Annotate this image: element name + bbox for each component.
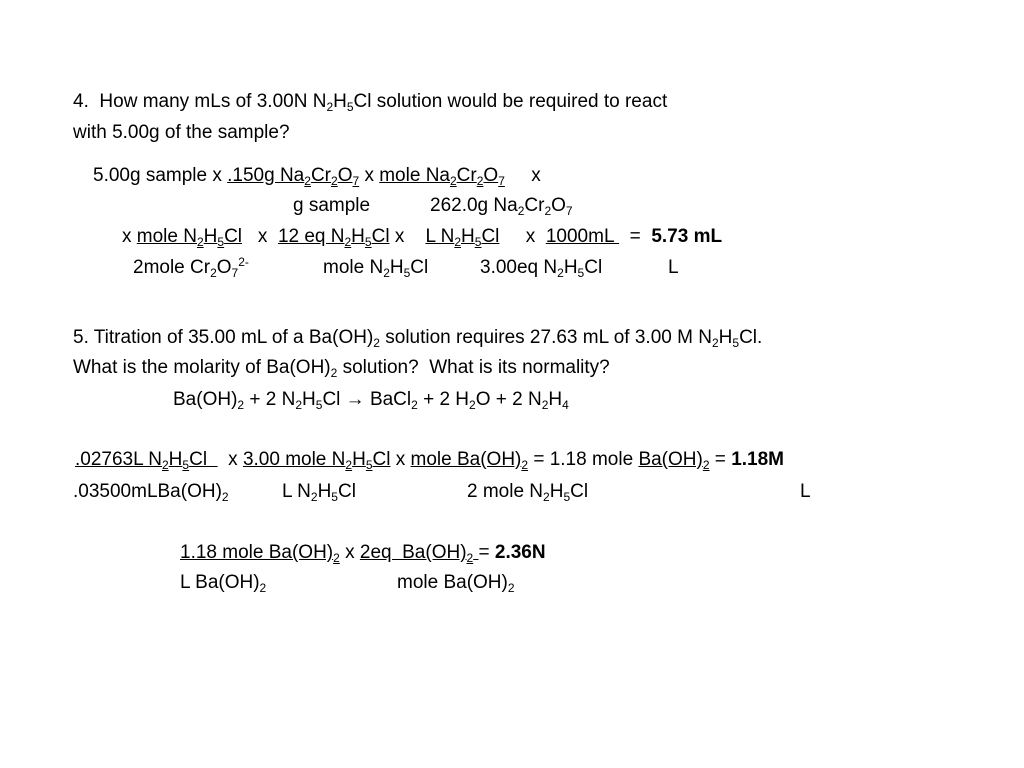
text-segment: 3.00eq N bbox=[480, 257, 558, 278]
text-segment: 12 eq N bbox=[277, 226, 345, 247]
text-segment: Cr bbox=[456, 165, 477, 186]
text-segment: H bbox=[549, 481, 564, 502]
subscript: 2 bbox=[517, 204, 525, 218]
text-segment: 2mole Cr bbox=[133, 257, 211, 278]
text-segment: .03500mLBa(OH) bbox=[73, 481, 222, 502]
subscript: 2 bbox=[330, 366, 338, 380]
text-segment: 1000mL bbox=[545, 226, 620, 247]
text-segment: x bbox=[499, 226, 546, 247]
text-segment: Cl bbox=[570, 481, 589, 502]
subscript: 2 bbox=[259, 581, 267, 595]
text-segment: Cr bbox=[310, 165, 332, 186]
text-segment: 5.73 mL bbox=[651, 226, 723, 247]
text-segment: H bbox=[563, 257, 578, 278]
text-segment: 1.18 mole Ba(OH) bbox=[180, 542, 334, 563]
subscript: 2 bbox=[345, 458, 353, 472]
text-line bbox=[480, 256, 602, 280]
text-segment: H bbox=[389, 257, 404, 278]
text-segment: + 2 N bbox=[244, 389, 296, 410]
text-segment: 262.0g Na bbox=[430, 195, 518, 216]
text-segment: H bbox=[461, 226, 475, 247]
text-segment: x bbox=[504, 165, 541, 186]
text-line bbox=[73, 480, 229, 504]
text-segment: H bbox=[317, 481, 332, 502]
text-line bbox=[430, 194, 573, 218]
text-line bbox=[668, 256, 679, 280]
subscript: 2 bbox=[161, 458, 169, 472]
text-segment: Cl bbox=[337, 481, 356, 502]
text-segment: Cl bbox=[584, 257, 603, 278]
text-segment: O bbox=[216, 257, 232, 278]
text-segment: O bbox=[551, 195, 566, 216]
text-segment: H bbox=[351, 226, 365, 247]
subscript: 5 bbox=[732, 336, 740, 350]
subscript: 5 bbox=[346, 100, 354, 114]
subscript: 2 bbox=[237, 398, 245, 412]
text-segment: O bbox=[483, 165, 499, 186]
text-segment: H bbox=[302, 389, 316, 410]
subscript: 2 bbox=[304, 174, 311, 188]
text-segment: = 1.18 mole bbox=[528, 449, 639, 470]
text-segment: x bbox=[122, 226, 137, 247]
text-segment: H bbox=[548, 389, 563, 410]
subscript: 2 bbox=[373, 336, 380, 350]
text-segment: mole Ba(OH) bbox=[397, 572, 508, 593]
text-segment: x bbox=[242, 226, 278, 247]
subscript: 4 bbox=[562, 398, 569, 412]
text-segment: L N bbox=[425, 226, 455, 247]
subscript: 7 bbox=[498, 174, 505, 188]
subscript: 2 bbox=[196, 235, 204, 249]
subscript: 5 bbox=[403, 266, 411, 280]
text-segment: solution requires 27.63 mL of 3.00 M N bbox=[379, 327, 712, 348]
subscript: 5 bbox=[365, 458, 373, 472]
text-segment: O + 2 N bbox=[475, 389, 542, 410]
text-line bbox=[173, 388, 569, 412]
text-line bbox=[323, 256, 428, 280]
subscript: 2 bbox=[449, 174, 457, 188]
text-line bbox=[282, 480, 356, 504]
text-line bbox=[73, 326, 762, 350]
text-segment: + 2 H bbox=[417, 389, 470, 410]
text-segment: Cl → BaCl bbox=[322, 389, 412, 410]
text-segment: with 5.00g of the sample? bbox=[73, 122, 290, 143]
subscript: 5 bbox=[315, 398, 323, 412]
text-segment: 4. How many mLs of 3.00N N bbox=[73, 91, 327, 112]
text-segment: L N bbox=[282, 481, 311, 502]
text-segment: Cl solution would be required to react bbox=[353, 91, 668, 112]
text-line bbox=[800, 480, 811, 504]
text-segment: x bbox=[390, 449, 411, 470]
text-segment: 5. Titration of 35.00 mL of a Ba(OH) bbox=[73, 327, 374, 348]
text-segment: Cl bbox=[371, 226, 390, 247]
text-segment: mole N bbox=[136, 226, 197, 247]
subscript: 2 bbox=[295, 398, 303, 412]
text-segment: Cl bbox=[189, 449, 218, 470]
text-segment: O bbox=[337, 165, 353, 186]
text-segment: = bbox=[619, 226, 652, 247]
text-segment: H bbox=[718, 327, 733, 348]
text-segment: Cl. bbox=[739, 327, 763, 348]
text-segment: Ba(OH) bbox=[638, 449, 703, 470]
text-segment: H bbox=[168, 449, 183, 470]
subscript: 7 bbox=[352, 174, 360, 188]
subscript: 2 bbox=[702, 458, 710, 472]
subscript: 2 bbox=[333, 551, 340, 565]
text-segment: Cr bbox=[524, 195, 545, 216]
subscript: 2 bbox=[711, 336, 719, 350]
subscript: 2 bbox=[326, 100, 334, 114]
text-segment: x bbox=[389, 226, 426, 247]
text-segment: H bbox=[333, 91, 347, 112]
text-segment: mole N bbox=[323, 257, 384, 278]
text-segment: Cl bbox=[481, 226, 500, 247]
text-segment: Ba(OH) bbox=[173, 389, 238, 410]
text-segment: L Ba(OH) bbox=[180, 572, 260, 593]
text-segment: solution? What is its normality? bbox=[337, 357, 610, 378]
subscript: 2 bbox=[344, 235, 352, 249]
text-line bbox=[293, 194, 370, 218]
text-segment: L bbox=[668, 257, 679, 278]
text-line bbox=[73, 121, 290, 145]
subscript: 2 bbox=[454, 235, 462, 249]
text-segment: x bbox=[359, 165, 380, 186]
text-segment: What is the molarity of Ba(OH) bbox=[73, 357, 331, 378]
subscript: 2 bbox=[383, 266, 390, 280]
subscript: 5 bbox=[577, 266, 585, 280]
subscript: 5 bbox=[331, 490, 338, 504]
text-line bbox=[93, 164, 541, 188]
text-segment: 5.00g sample x bbox=[93, 165, 228, 186]
text-segment: Cl bbox=[410, 257, 429, 278]
text-segment: 2eq Ba(OH) bbox=[359, 542, 467, 563]
subscript: 2 bbox=[411, 398, 418, 412]
subscript: 2 bbox=[544, 204, 552, 218]
subscript: 2 bbox=[221, 490, 229, 504]
text-line bbox=[122, 225, 722, 249]
subscript: 5 bbox=[563, 490, 571, 504]
subscript: 5 bbox=[182, 458, 190, 472]
subscript: 2 bbox=[466, 551, 474, 565]
text-segment: 1.18M bbox=[731, 449, 784, 470]
subscript: 2 bbox=[543, 490, 550, 504]
text-segment: = bbox=[478, 542, 495, 563]
text-segment: x bbox=[217, 449, 243, 470]
text-segment: mole Na bbox=[379, 165, 450, 186]
subscript: 2 bbox=[210, 266, 217, 280]
subscript: 2 bbox=[469, 398, 476, 412]
subscript: 5 bbox=[474, 235, 482, 249]
subscript: 2 bbox=[476, 174, 484, 188]
subscript: 2 bbox=[331, 174, 338, 188]
text-segment: 3.00 mole N bbox=[242, 449, 346, 470]
text-line bbox=[467, 480, 588, 504]
subscript: 2 bbox=[310, 490, 318, 504]
text-segment: H bbox=[352, 449, 366, 470]
superscript: 2- bbox=[238, 255, 249, 269]
text-segment: 2 mole N bbox=[467, 481, 544, 502]
subscript: 2 bbox=[521, 458, 529, 472]
text-segment: g sample bbox=[293, 195, 371, 216]
text-segment: Cl bbox=[372, 449, 391, 470]
subscript: 2 bbox=[557, 266, 564, 280]
text-line bbox=[75, 448, 784, 472]
text-line bbox=[180, 541, 546, 565]
text-segment: .02763L N bbox=[75, 449, 162, 470]
text-segment: L bbox=[800, 481, 811, 502]
text-segment: H bbox=[203, 226, 218, 247]
subscript: 7 bbox=[231, 266, 239, 280]
text-segment: = bbox=[709, 449, 732, 470]
subscript: 5 bbox=[217, 235, 225, 249]
text-segment: x bbox=[339, 542, 360, 563]
text-segment: mole Ba(OH) bbox=[410, 449, 522, 470]
text-line bbox=[133, 256, 249, 280]
text-segment: .150g Na bbox=[227, 165, 305, 186]
text-line bbox=[73, 356, 610, 380]
text-segment: 2.36N bbox=[494, 542, 546, 563]
subscript: 2 bbox=[541, 398, 549, 412]
text-segment: Cl bbox=[224, 226, 243, 247]
text-line bbox=[180, 571, 266, 595]
subscript: 7 bbox=[565, 204, 573, 218]
text-line bbox=[73, 90, 667, 114]
subscript: 2 bbox=[507, 581, 515, 595]
subscript: 5 bbox=[364, 235, 372, 249]
text-line bbox=[397, 571, 515, 595]
